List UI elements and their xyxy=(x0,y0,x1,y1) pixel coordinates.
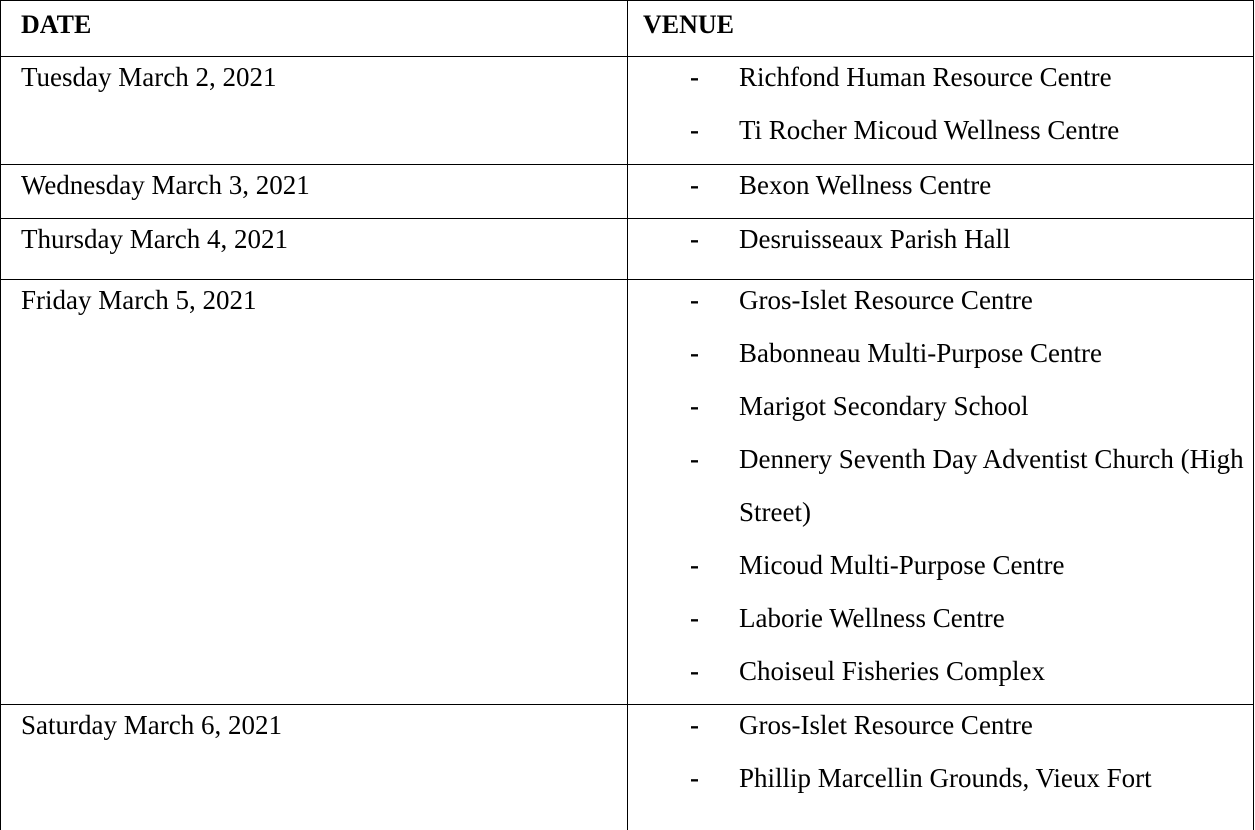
venue-name: Laborie Wellness Centre xyxy=(739,603,1005,633)
list-item xyxy=(628,327,1253,380)
venue-name: Dennery Seventh Day Adventist Church (High Street) xyxy=(739,444,1244,527)
date-column-header: DATE xyxy=(1,1,628,57)
venue-name: Ti Rocher Micoud Wellness Centre xyxy=(739,115,1120,145)
venue-cell xyxy=(628,219,1254,280)
table-row xyxy=(1,165,1254,219)
dash-bullet-icon: - xyxy=(690,391,699,421)
dash-bullet-icon: - xyxy=(690,603,699,633)
venue-cell xyxy=(628,57,1254,165)
venue-name: Phillip Marcellin Grounds, Vieux Fort xyxy=(739,763,1152,793)
venue-column-header: VENUE xyxy=(628,1,1254,57)
dash-bullet-icon: - xyxy=(690,285,699,315)
date-cell: Friday March 5, 2021 xyxy=(1,280,628,705)
venue-cell xyxy=(628,280,1254,705)
header-row xyxy=(1,1,1254,57)
dash-bullet-icon: - xyxy=(690,550,699,580)
venue-list xyxy=(628,213,1253,266)
list-item xyxy=(628,104,1253,157)
venue-name: Gros-Islet Resource Centre xyxy=(739,710,1033,740)
dash-bullet-icon: - xyxy=(690,763,699,793)
dash-bullet-icon: - xyxy=(690,444,699,474)
date-cell: Tuesday March 2, 2021 xyxy=(1,57,628,165)
venue-name: Babonneau Multi-Purpose Centre xyxy=(739,338,1102,368)
dash-bullet-icon: - xyxy=(690,62,699,92)
venue-name: Choiseul Fisheries Complex xyxy=(739,656,1045,686)
date-cell: Thursday March 4, 2021 xyxy=(1,219,628,280)
list-item xyxy=(628,752,1253,805)
venue-name: Micoud Multi-Purpose Centre xyxy=(739,550,1065,580)
table-row xyxy=(1,280,1254,705)
list-item xyxy=(628,539,1253,592)
venue-cell xyxy=(628,705,1254,830)
list-item xyxy=(628,51,1253,104)
table-row xyxy=(1,219,1254,280)
venue-list xyxy=(628,699,1253,805)
date-cell: Wednesday March 3, 2021 xyxy=(1,165,628,219)
dash-bullet-icon: - xyxy=(690,115,699,145)
venue-name: Bexon Wellness Centre xyxy=(739,170,992,200)
venue-name: Desruisseaux Parish Hall xyxy=(739,224,1011,254)
venue-name: Gros-Islet Resource Centre xyxy=(739,285,1033,315)
venue-list xyxy=(628,274,1253,698)
venue-cell xyxy=(628,165,1254,219)
list-item xyxy=(628,159,1253,212)
list-item xyxy=(628,699,1253,752)
venue-name: Marigot Secondary School xyxy=(739,391,1029,421)
venue-list xyxy=(628,51,1253,157)
dash-bullet-icon: - xyxy=(690,224,699,254)
dash-bullet-icon: - xyxy=(690,656,699,686)
list-item xyxy=(628,592,1253,645)
dash-bullet-icon: - xyxy=(690,710,699,740)
list-item xyxy=(628,274,1253,327)
date-cell: Saturday March 6, 2021 xyxy=(1,705,628,830)
table-row xyxy=(1,57,1254,165)
dash-bullet-icon: - xyxy=(690,170,699,200)
list-item xyxy=(628,433,1253,539)
list-item xyxy=(628,645,1253,698)
dash-bullet-icon: - xyxy=(690,338,699,368)
venue-name: Richfond Human Resource Centre xyxy=(739,62,1112,92)
list-item xyxy=(628,380,1253,433)
venue-list xyxy=(628,159,1253,212)
list-item xyxy=(628,213,1253,266)
table-row xyxy=(1,705,1254,830)
